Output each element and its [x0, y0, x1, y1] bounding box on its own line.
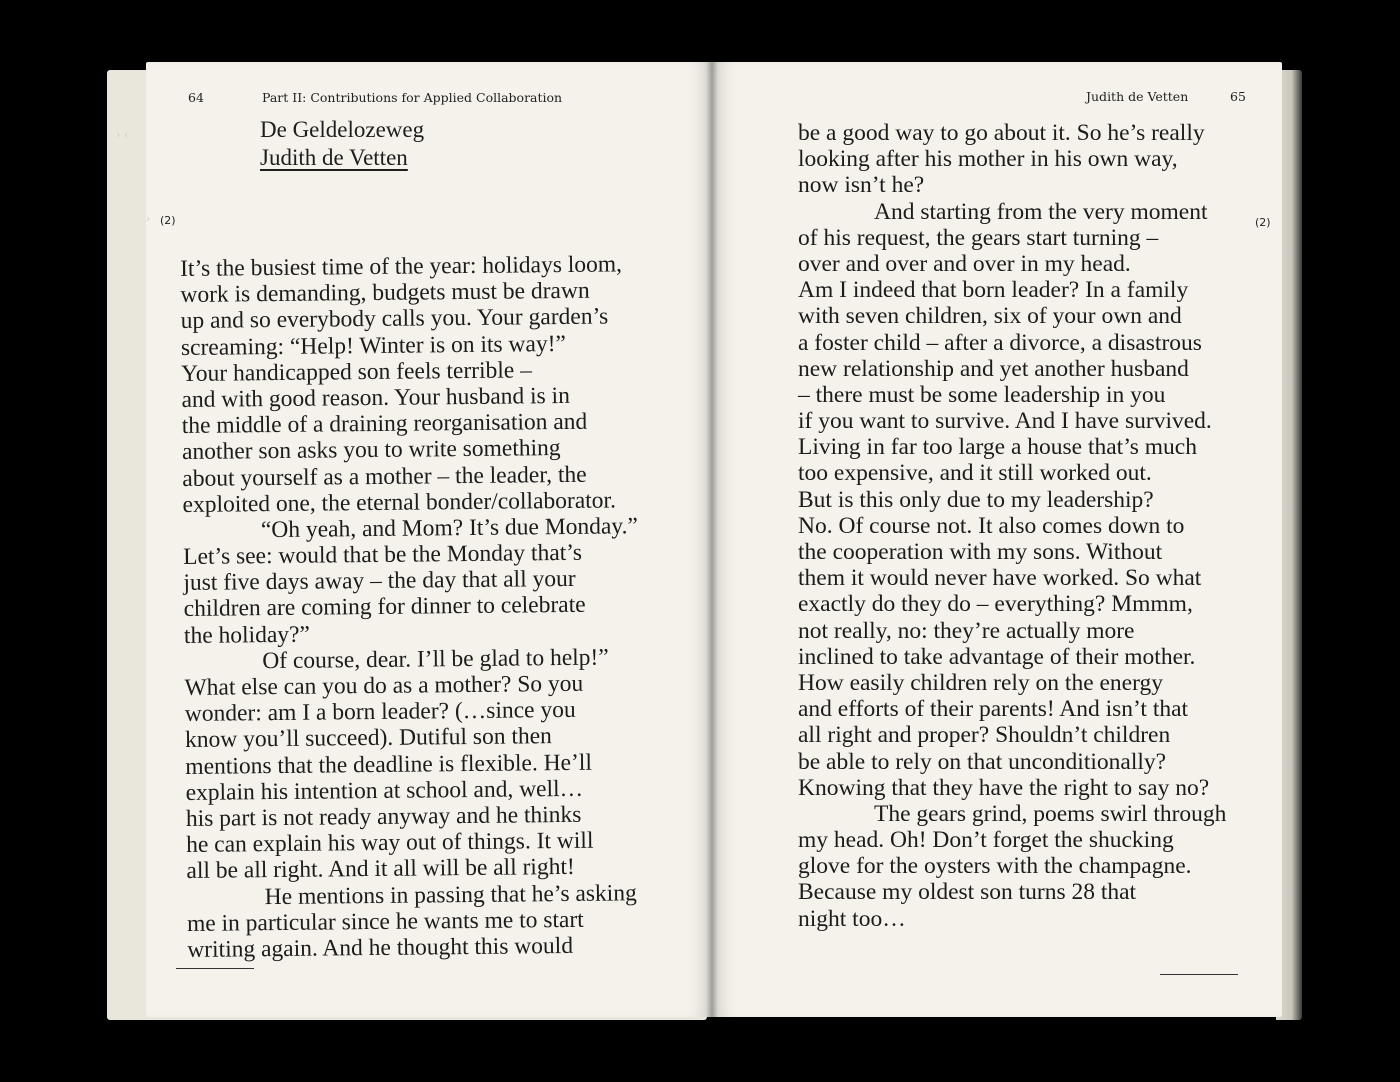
text-line: He mentions in passing that he’s asking: [264, 879, 637, 910]
body-text: [798, 120, 1268, 932]
text-line: explain his intention at school and, well…: [185, 775, 584, 806]
left-page: [146, 62, 712, 1017]
text-line: all be all right. And it all will be all right!: [186, 854, 575, 885]
margin-note: (2): [160, 214, 176, 227]
text-line: Of course, dear. I’ll be glad to help!”: [262, 644, 609, 674]
body-text: [180, 251, 687, 963]
text-line: Let’s see: would that be the Monday that’s: [183, 539, 583, 571]
text-line: now isn’t he?: [798, 172, 925, 199]
text-line: the cooperation with my sons. Without: [798, 539, 1163, 565]
edge-mark: › ‹: [116, 128, 129, 141]
text-line: if you want to survive. And I have survived.: [798, 408, 1212, 435]
text-line: about yourself as a mother – the leader, the: [182, 461, 587, 492]
text-line: But is this only due to my leadership?: [798, 486, 1154, 513]
edge-mark: ›: [146, 212, 151, 225]
text-line: looking after his mother in his own way,: [798, 146, 1178, 173]
footnote-rule: [1160, 974, 1238, 975]
text-line: me in particular since he wants me to start: [186, 906, 584, 937]
text-line: It’s the busiest time of the year: holidays loom,: [180, 251, 623, 282]
text-line: writing again. And he thought this would: [187, 932, 574, 963]
text-line: new relationship and yet another husband: [798, 355, 1189, 382]
text-line: just five days away – the day that all your: [183, 566, 576, 597]
text-line: up and so everybody calls you. Your garden’s: [180, 303, 609, 335]
book-gutter: [706, 62, 718, 1017]
page-number: 65: [1230, 89, 1246, 104]
text-line: with seven children, six of your own and: [798, 303, 1182, 330]
text-line: them it would never have worked. So what: [798, 565, 1202, 592]
text-line: and efforts of their parents! And isn’t that: [798, 696, 1189, 723]
text-line: No. Of course not. It also comes down to: [798, 512, 1185, 539]
text-line: too expensive, and it still worked out.: [798, 460, 1152, 487]
text-line: all right and proper? Shouldn’t children: [798, 722, 1171, 749]
chapter-author: Judith de Vetten: [260, 145, 408, 170]
text-line: glove for the oysters with the champagne.: [798, 853, 1192, 880]
right-page: [712, 62, 1282, 1017]
text-line: be able to rely on that unconditionally?: [798, 748, 1167, 775]
text-line: children are coming for dinner to celebrate: [183, 592, 586, 623]
text-line: Because my oldest son turns 28 that: [798, 879, 1137, 906]
text-line: What else can you do as a mother? So you: [184, 670, 584, 701]
running-head: Part II: Contributions for Applied Collaboration: [262, 90, 563, 105]
text-line: my head. Oh! Don’t forget the shucking: [798, 827, 1174, 854]
text-line: exploited one, the eternal bonder/collaborator.: [182, 487, 616, 518]
text-line: Am I indeed that born leader? In a family: [798, 277, 1189, 304]
text-line: and with good reason. Your husband is in: [181, 382, 571, 413]
running-head: Judith de Vetten: [1086, 89, 1189, 104]
text-line: another son asks you to write something: [181, 435, 561, 466]
chapter-title: De Geldelozeweg: [260, 117, 425, 142]
text-line: inclined to take advantage of their mother.: [798, 643, 1196, 670]
margin-note: (2): [1255, 216, 1271, 229]
text-line: the middle of a draining reorganisation and: [181, 408, 588, 440]
text-line: exactly do they do – everything? Mmmm,: [798, 591, 1193, 618]
text-line: Knowing that they have the right to say no?: [798, 774, 1210, 801]
text-line: he can explain his way out of things. It will: [186, 827, 594, 859]
text-line: of his request, the gears start turning –: [798, 224, 1159, 251]
text-line: over and over and over in my head.: [798, 250, 1131, 277]
page-number: 64: [188, 90, 204, 105]
text-line: a foster child – after a divorce, a disastrous: [798, 329, 1202, 356]
text-line: work is demanding, budgets must be drawn: [180, 277, 590, 309]
text-line: “Oh yeah, and Mom? It’s due Monday.”: [260, 513, 638, 544]
text-line: How easily children rely on the energy: [798, 669, 1164, 696]
text-line: – there must be some leadership in you: [798, 381, 1166, 408]
text-line: mentions that the deadline is flexible. He’ll: [185, 749, 593, 780]
text-line: the holiday?”: [183, 621, 311, 649]
text-line: know you’ll succeed). Dutiful son then: [184, 723, 552, 754]
footnote-rule: [176, 968, 254, 969]
text-line: be a good way to go about it. So he’s really: [798, 120, 1205, 146]
text-line: wonder: am I a born leader? (…since you: [184, 697, 576, 728]
text-line: Your handicapped son feels terrible –: [181, 357, 533, 387]
text-line: And starting from the very moment: [874, 198, 1208, 225]
text-line: not really, no: they’re actually more: [798, 617, 1135, 644]
text-line: screaming: “Help! Winter is on its way!”: [180, 330, 567, 361]
text-line: The gears grind, poems swirl through: [874, 800, 1227, 827]
text-line: Living in far too large a house that’s much: [798, 434, 1197, 461]
text-line: night too…: [798, 905, 906, 932]
text-line: his part is not ready anyway and he thinks: [185, 801, 582, 832]
